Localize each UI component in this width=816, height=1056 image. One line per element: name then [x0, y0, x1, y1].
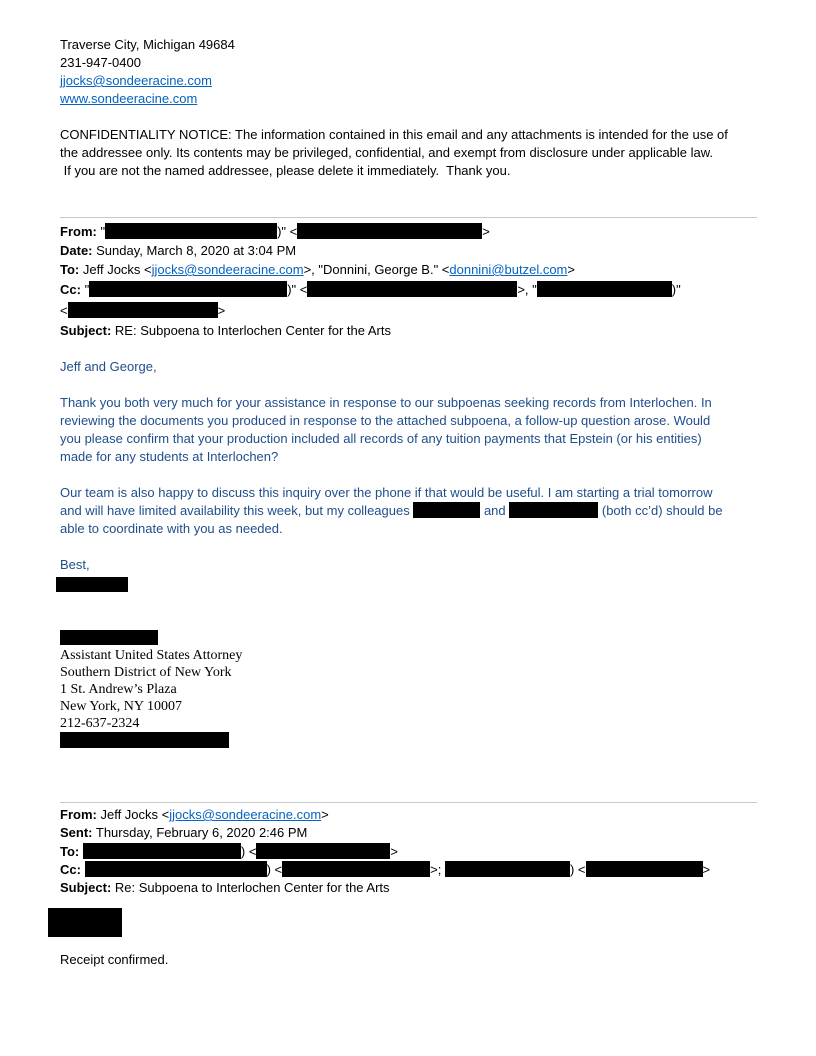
- body-line: able to coordinate with you as needed.: [60, 521, 283, 536]
- body-line: reviewing the documents you produced in response to the attached subpoena, a follow-up question arose. Would: [60, 413, 711, 428]
- redaction: [105, 223, 277, 239]
- body-line: made for any students at Interlochen?: [60, 449, 279, 464]
- phone-line: 231-947-0400: [60, 55, 141, 70]
- redaction: [445, 861, 570, 877]
- redaction: [85, 861, 267, 877]
- divider: [60, 217, 757, 218]
- signature-address: 1 St. Andrew’s Plaza: [60, 682, 177, 697]
- email1-subject: Subject: RE: Subpoena to Interlochen Center for the Arts: [60, 323, 391, 338]
- redaction: [256, 843, 390, 859]
- from-email-link[interactable]: jjocks@sondeeracine.com: [169, 807, 322, 822]
- email1-date: Date: Sunday, March 8, 2020 at 3:04 PM: [60, 243, 297, 258]
- body-line: and will have limited availability this week, but my colleagues and (both cc’d) should be: [60, 503, 723, 518]
- redaction: [68, 302, 218, 318]
- email2-from: From: Jeff Jocks <jjocks@sondeeracine.com>: [60, 807, 329, 822]
- redaction: [83, 843, 241, 859]
- greeting: Jeff and George,: [60, 359, 157, 374]
- to-email-link[interactable]: donnini@butzel.com: [449, 262, 568, 277]
- website-link[interactable]: www.sondeeracine.com: [60, 91, 198, 106]
- redaction: [413, 502, 480, 518]
- signature-title: Assistant United States Attorney: [60, 648, 243, 663]
- confidentiality-line: the addressee only. Its contents may be privileged, confidential, and exempt from disclosure under applicable law.: [60, 145, 714, 160]
- confidentiality-line: If you are not the named addressee, please delete it immediately. Thank you.: [60, 163, 511, 178]
- email1-cc-cont: < >: [60, 303, 226, 318]
- redaction: [586, 861, 703, 877]
- body-line: Our team is also happy to discuss this inquiry over the phone if that would be useful. I am starting a trial tomorrow: [60, 485, 713, 500]
- body-line: you please confirm that your production included all records of any tuition payments that Epstein (or his entities): [60, 431, 702, 446]
- address-line: Traverse City, Michigan 49684: [60, 37, 235, 52]
- email2-body: Receipt confirmed.: [60, 952, 169, 967]
- closing: Best,: [60, 557, 90, 572]
- redaction: [297, 223, 482, 239]
- email1-from: From: " )" < >: [60, 224, 490, 239]
- redaction: [60, 732, 229, 748]
- signature-office: Southern District of New York: [60, 665, 232, 680]
- confidentiality-line: CONFIDENTIALITY NOTICE: The information contained in this email and any attachments is intended for the use of: [60, 127, 728, 142]
- email2-sent: Sent: Thursday, February 6, 2020 2:46 PM: [60, 825, 308, 840]
- redaction: [56, 577, 128, 592]
- redaction: [60, 630, 158, 645]
- divider: [60, 802, 757, 803]
- email1-cc: Cc: " )" < >, " )": [60, 282, 681, 297]
- email2-to: To: ) < >: [60, 844, 399, 859]
- signature-city: New York, NY 10007: [60, 699, 182, 714]
- signature-phone: 212-637-2324: [60, 716, 140, 731]
- email2-cc: Cc: ) < >; ) < >: [60, 862, 711, 877]
- email2-subject: Subject: Re: Subpoena to Interlochen Center for the Arts: [60, 880, 390, 895]
- to-email-link[interactable]: jjocks@sondeeracine.com: [151, 262, 304, 277]
- email-link[interactable]: jjocks@sondeeracine.com: [60, 73, 212, 88]
- redaction: [48, 908, 122, 937]
- body-line: Thank you both very much for your assistance in response to our subpoenas seeking records from Interlochen. In: [60, 395, 712, 410]
- email1-to: To: Jeff Jocks <jjocks@sondeeracine.com>, "Donnini, George B." <donnini@butzel.com>: [60, 262, 575, 277]
- redaction: [282, 861, 430, 877]
- redaction: [509, 502, 598, 518]
- redaction: [537, 281, 672, 297]
- redaction: [307, 281, 517, 297]
- redaction: [89, 281, 287, 297]
